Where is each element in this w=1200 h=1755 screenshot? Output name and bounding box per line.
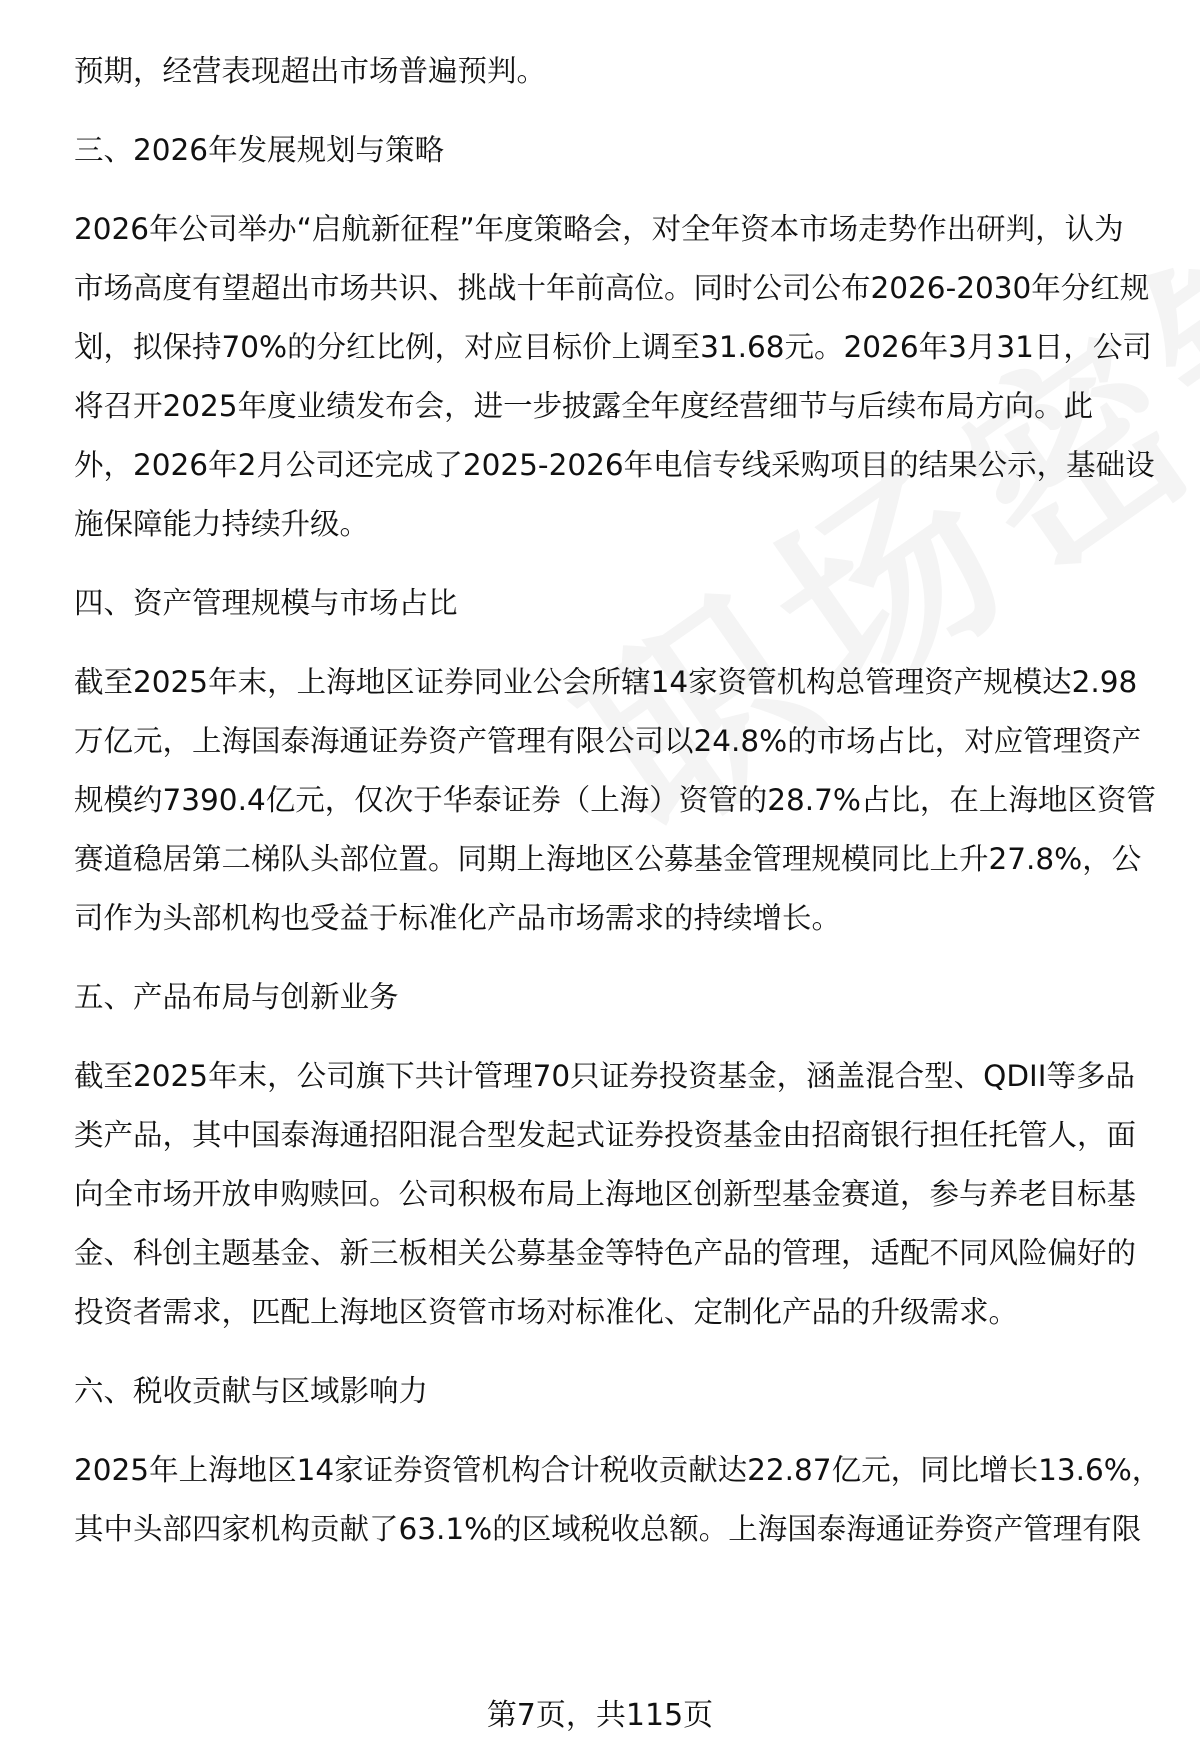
section-heading-6: 六、税收贡献与区域影响力 bbox=[74, 1374, 429, 1408]
section-heading-4: 四、资产管理规模与市场占比 bbox=[74, 586, 458, 620]
intro-line: 预期，经营表现超出市场普遍预判。 bbox=[74, 54, 547, 88]
paragraph-line: 投资者需求，匹配上海地区资管市场对标准化、定制化产品的升级需求。 bbox=[74, 1295, 1019, 1329]
section-body-6 bbox=[74, 1441, 1162, 1559]
paragraph-line: 2026年公司举办“启航新征程”年度策略会，对全年资本市场走势作出研判，认为 bbox=[74, 212, 1124, 246]
paragraph-line: 金、科创主题基金、新三板相关公募基金等特色产品的管理，适配不同风险偏好的 bbox=[74, 1236, 1137, 1270]
section-body-5 bbox=[74, 1047, 1154, 1342]
section-heading-3: 三、2026年发展规划与策略 bbox=[74, 133, 445, 167]
section-heading-5: 五、产品布局与创新业务 bbox=[74, 980, 399, 1014]
page-number: 第7页，共115页 bbox=[486, 1698, 714, 1733]
paragraph-line: 赛道稳居第二梯队头部位置。同期上海地区公募基金管理规模同比上升27.8%，公 bbox=[74, 842, 1142, 876]
paragraph-line: 万亿元，上海国泰海通证券资产管理有限公司以24.8%的市场占比，对应管理资产 bbox=[74, 724, 1142, 758]
section-body-3 bbox=[74, 200, 1154, 554]
paragraph-line: 类产品，其中国泰海通招阳混合型发起式证券投资基金由招商银行担任托管人，面 bbox=[74, 1118, 1137, 1152]
document-body bbox=[74, 42, 1162, 1559]
paragraph-line: 划，拟保持70%的分红比例，对应目标价上调至31.68元。2026年3月31日，公司 bbox=[74, 330, 1152, 364]
section-body-4 bbox=[74, 653, 1154, 948]
paragraph-line: 向全市场开放申购赎回。公司积极布局上海地区创新型基金赛道，参与养老目标基 bbox=[74, 1177, 1137, 1211]
paragraph-line: 2025年上海地区14家证券资管机构合计税收贡献达22.87亿元，同比增长13.6%， bbox=[74, 1453, 1162, 1487]
paragraph-line: 施保障能力持续升级。 bbox=[74, 507, 370, 541]
paragraph-line: 外，2026年2月公司还完成了2025-2026年电信专线采购项目的结果公示，基础设 bbox=[74, 448, 1155, 482]
paragraph-line: 截至2025年末，上海地区证券同业公会所辖14家资管机构总管理资产规模达2.98 bbox=[74, 665, 1138, 699]
paragraph-line: 规模约7390.4亿元，仅次于华泰证券（上海）资管的28.7%占比，在上海地区资管 bbox=[74, 783, 1156, 817]
paragraph-line: 截至2025年末，公司旗下共计管理70只证券投资基金，涵盖混合型、QDII等多品 bbox=[74, 1059, 1135, 1093]
paragraph-line: 将召开2025年度业绩发布会，进一步披露全年度经营细节与后续布局方向。此 bbox=[74, 389, 1094, 423]
paragraph-line: 市场高度有望超出市场共识、挑战十年前高位。同时公司公布2026-2030年分红规 bbox=[74, 271, 1150, 305]
paragraph-line: 其中头部四家机构贡献了63.1%的区域税收总额。上海国泰海通证券资产管理有限 bbox=[74, 1512, 1142, 1546]
paragraph-line: 司作为头部机构也受益于标准化产品市场需求的持续增长。 bbox=[74, 901, 842, 935]
